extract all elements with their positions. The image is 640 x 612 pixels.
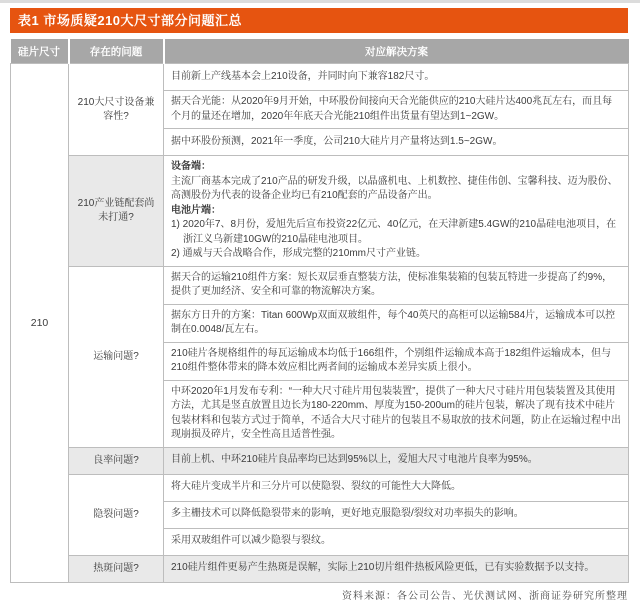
table-row (11, 156, 629, 267)
table-row (11, 64, 629, 91)
table-title-bar: 表1 市场质疑210大尺寸部分问题汇总 (10, 8, 628, 33)
solution-cell: 210硅片组件更易产生热斑是误解，实际上210切片组件热板风险更低，已有实验数据予以支持。 (164, 555, 629, 582)
table-row (11, 447, 629, 474)
solution-cell: 据中环股份预测，2021年一季度，公司210大硅片月产量将达到1.5~2GW。 (164, 129, 629, 156)
solution-cell: 目前上机、中环210硅片良品率均已达到95%以上，爱旭大尺寸电池片良率为95%。 (164, 447, 629, 474)
problem-cell-compatibility: 210大尺寸设备兼容性? (69, 64, 164, 156)
wafer-size-cell: 210 (11, 64, 69, 583)
top-divider-line (0, 0, 640, 3)
solution-text-equipment: 主流厂商基本完成了210产品的研发升级，以晶盛机电、上机数控、捷佳伟创、宝馨科技、迈为股份、高测股份为代表的设备企业均已有210配套的产品设备产出。 (171, 175, 618, 201)
solution-text-cell-item2: 2) 通威与天合战略合作，形成完整的210mm尺寸产业链。 (171, 248, 427, 259)
problem-cell-industry-chain: 210产业链配套尚未打通? (69, 156, 164, 267)
column-header-wafer-size: 硅片尺寸 (11, 39, 69, 64)
problem-cell-hotspot: 热斑问题? (69, 555, 164, 582)
column-header-solution: 对应解决方案 (164, 39, 629, 64)
solution-text-cell-item1: 1) 2020年7、8月份，爱旭先后宣布投资22亿元、40亿元，在天津新建5.4GW的210晶硅电池项目，在浙江义乌新建10GW的210晶硅电池项目。 (171, 219, 617, 245)
solution-cell: 采用双玻组件可以减少隐裂与裂纹。 (164, 528, 629, 555)
solution-cell: 210硅片各规格组件的每瓦运输成本均低于166组件，个别组件运输成本高于182组件运输成本，但与210组件整体带来的降本效应相比两者间的运输成本差异实质上很小。 (164, 342, 629, 380)
solution-cell: 据东方日升的方案：Titan 600Wp双面双玻组件，每个40英尺的高柜可以运输584片，运输成本可以控制在0.0048/瓦左右。 (164, 304, 629, 342)
header-row (11, 39, 629, 64)
table-row (11, 555, 629, 582)
issues-summary-table (10, 39, 629, 583)
solution-cell: 中环2020年1月发布专利：“一种大尺寸硅片用包装装置”，提供了一种大尺寸硅片用包装装置及其使用方法，尤其是竖直放置且边长为180-220mm、厚度为150-200um的硅片包装，解决了现有技术中硅片包装材料和包装方式过于简单，不适合大尺寸硅片的包装且不易取放的技术问题，防止在运输过程中出现崩损及碎片，安全性高且适普性强。 (164, 380, 629, 447)
solution-cell: 多主栅技术可以降低隐裂带来的影响，更好地克服隐裂/裂纹对功率损失的影响。 (164, 501, 629, 528)
table-row (11, 474, 629, 501)
solution-cell: 据天合光能：从2020年9月开始，中环股份间接向天合光能供应的210大硅片达400兆瓦左右，而且每个月的量还在增加，2020年年底天合光能210组件出货量有望达到1~2GW。 (164, 91, 629, 129)
column-header-problem: 存在的问题 (69, 39, 164, 64)
source-note: 资料来源：各公司公告、光伏测试网、浙商证券研究所整理 (342, 591, 628, 602)
solution-subheading-cell: 电池片端： (171, 204, 221, 216)
solution-cell-industry-chain (164, 156, 629, 267)
solution-subheading-equipment: 设备端： (171, 161, 211, 172)
problem-cell-microcrack: 隐裂问题? (69, 474, 164, 555)
solution-cell: 据天合的运输210组件方案：短长双层垂直整装方法，使标准集装箱的包装瓦特进一步提高了约9%，提供了更加经济、安全和可靠的物流解决方案。 (164, 266, 629, 304)
table-row (11, 266, 629, 304)
solution-cell: 目前新上产线基本会上210设备，并同时向下兼容182尺寸。 (164, 64, 629, 91)
problem-cell-transport: 运输问题? (69, 266, 164, 447)
solution-cell: 将大硅片变成半片和三分片可以使隐裂、裂纹的可能性大大降低。 (164, 474, 629, 501)
problem-cell-yield: 良率问题? (69, 447, 164, 474)
